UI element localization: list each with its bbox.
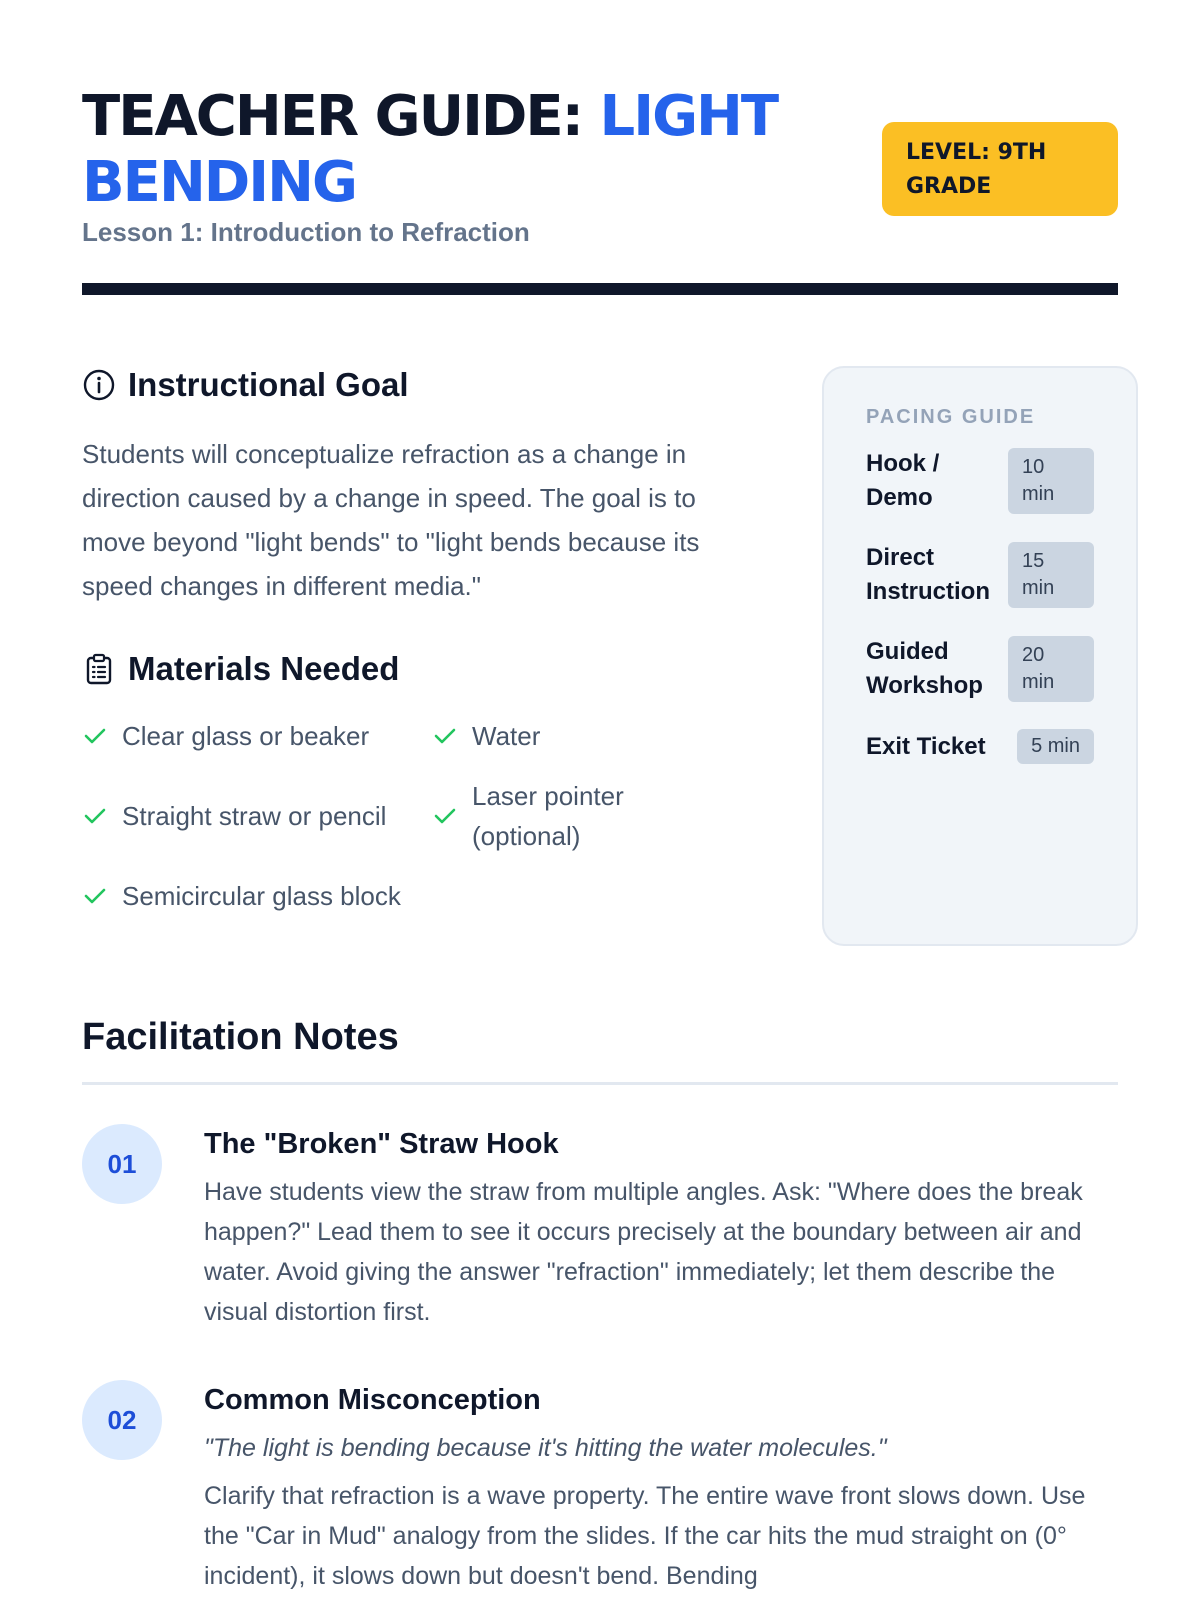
material-label: Semicircular glass block: [122, 881, 401, 911]
check-icon: [82, 803, 108, 829]
goal-heading: Instructional Goal: [128, 366, 409, 403]
note-heading: Common Misconception: [204, 1384, 541, 1416]
list-item: [432, 776, 732, 856]
note-number-badge: 02: [82, 1380, 162, 1460]
facilitation-heading: Facilitation Notes: [82, 1016, 399, 1058]
materials-heading: Materials Needed: [128, 650, 400, 687]
list-item: [82, 776, 432, 856]
note-number-badge: 01: [82, 1124, 162, 1204]
check-icon: [432, 803, 458, 829]
material-label: Clear glass or beaker: [122, 721, 370, 751]
materials-section-header: [82, 650, 399, 688]
title-topic: LIGHT BENDING: [82, 84, 778, 215]
list-item: [432, 716, 732, 756]
page-header: [82, 84, 1118, 294]
material-label: Water: [472, 721, 541, 751]
note-heading: The "Broken" Straw Hook: [204, 1128, 559, 1160]
title-prefix: TEACHER GUIDE:: [82, 84, 583, 149]
pacing-duration: 20 min: [1008, 636, 1094, 702]
note-text: Have students view the straw from multiple angles. Ask: "Where does the break happen?" Lead them to see it occurs precisely at the boundary between air and water. Avoid giving the answer "refraction" immediately; let them describe the visual distortion first.: [204, 1178, 1083, 1326]
goal-section-header: [82, 366, 409, 404]
pacing-duration: 15 min: [1008, 542, 1094, 608]
material-label: Straight straw or pencil: [122, 801, 387, 831]
material-label: Laser pointer (optional): [472, 781, 624, 851]
goal-text: Students will conceptualize refraction as a change in direction caused by a change in speed. The goal is to move beyond "light bends" to "light bends because its speed changes in different media.": [82, 439, 700, 601]
note-text: Clarify that refraction is a wave property. The entire wave front slows down. Use the "Car in Mud" analogy from the slides. If the car hits the mud straight on (0° incident), it slows down but doesn't bend. Bending: [204, 1482, 1086, 1590]
check-icon: [432, 723, 458, 749]
pacing-row: [866, 541, 1094, 609]
check-icon: [82, 883, 108, 909]
pacing-row: [866, 635, 1094, 703]
page-title: [82, 84, 822, 216]
note-body: [204, 1380, 1118, 1596]
pacing-row: [866, 447, 1094, 515]
list-item: [82, 876, 432, 916]
header-divider: [82, 283, 1118, 295]
misconception-quote: "The light is bending because it's hitting the water molecules.": [204, 1434, 887, 1462]
check-icon: [82, 723, 108, 749]
pacing-activity: Hook / Demo: [866, 450, 940, 511]
pacing-activity: Guided Workshop: [866, 638, 983, 699]
pacing-duration: 5 min: [1017, 729, 1094, 764]
level-badge: LEVEL: 9TH GRADE: [882, 122, 1118, 216]
pacing-activity: Direct Instruction: [866, 544, 990, 605]
pacing-title: PACING GUIDE: [866, 406, 1036, 428]
info-circle-icon: [82, 368, 116, 402]
clipboard-icon: [82, 652, 116, 686]
pacing-activity: Exit Ticket: [866, 732, 986, 760]
lesson-subtitle: Lesson 1: Introduction to Refraction: [82, 217, 530, 247]
materials-list: [82, 716, 742, 916]
facilitation-divider: [82, 1082, 1118, 1085]
list-item: [82, 716, 432, 756]
note-body: [204, 1124, 1118, 1332]
pacing-guide-card: [822, 366, 1138, 946]
pacing-duration: 10 min: [1008, 448, 1094, 514]
pacing-row: [866, 729, 1094, 764]
